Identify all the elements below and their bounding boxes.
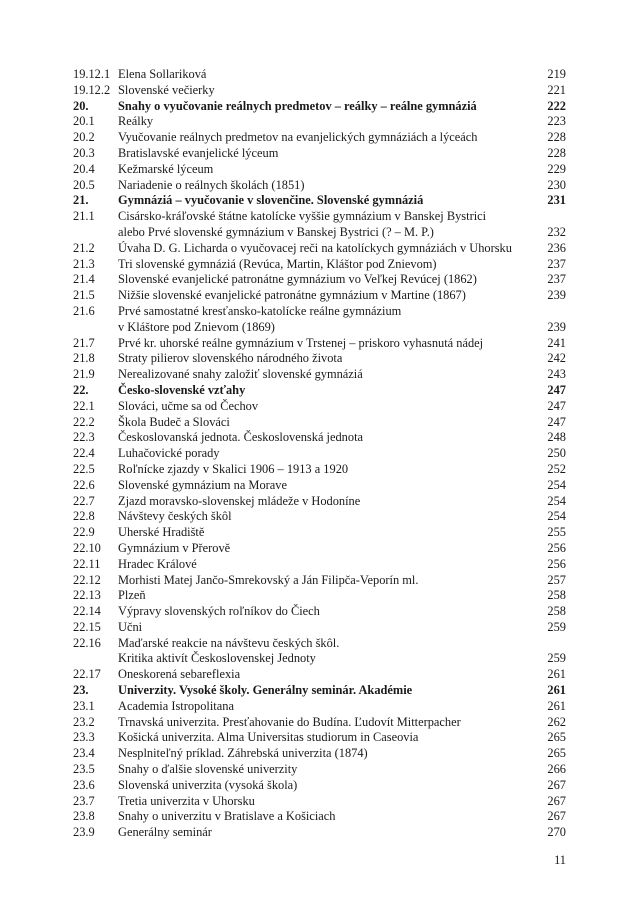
toc-entry-title [118, 699, 542, 715]
toc-entry [73, 557, 566, 573]
toc-entry-title [118, 209, 542, 241]
toc-entry-title [118, 604, 542, 620]
toc-entry-title [118, 809, 542, 825]
toc-entry-number: 21.2 [73, 240, 95, 255]
toc-entry-title [118, 367, 542, 383]
toc-entry [73, 241, 566, 257]
toc-entry-number: 22.5 [73, 461, 95, 476]
toc-entry-page: 265 [547, 730, 566, 745]
toc-entry-page: 256 [547, 540, 566, 555]
toc-entry-number: 22.12 [73, 572, 101, 587]
toc-entry [73, 130, 566, 146]
toc-entry-title [118, 462, 542, 478]
toc-entry-page: 230 [547, 177, 566, 192]
toc-entry-title [118, 509, 542, 525]
toc-entry-title-line: Košická univerzita. Alma Universitas studiorum in Caseovia [118, 730, 419, 745]
toc-entry-title-line: Morhisti Matej Jančo-Smrekovský a Ján Filipča-Veporín ml. [118, 572, 419, 587]
toc-entry-title-line: Slovenské večierky [118, 82, 215, 97]
toc-entry-title [118, 762, 542, 778]
toc-entry-page: 248 [547, 430, 566, 445]
toc-entry-page: 236 [547, 240, 566, 255]
toc-entry [73, 809, 566, 825]
toc-entry-number: 21.5 [73, 288, 95, 303]
toc-entry-page: 254 [547, 477, 566, 492]
toc-entry-title [118, 146, 542, 162]
toc-entry [73, 794, 566, 810]
toc-entry-title-line: Oneskorená sebareflexia [118, 667, 241, 682]
toc-entry-title [118, 636, 542, 668]
toc-entry [73, 415, 566, 431]
toc-entry-page: 239 [547, 288, 566, 303]
toc-chapter-entry [73, 99, 566, 115]
toc-entry-page: 247 [547, 382, 566, 397]
toc-entry-title-line: Plzeň [118, 588, 146, 603]
toc-entry [73, 257, 566, 273]
toc-entry-number: 21.4 [73, 272, 95, 287]
toc-entry-title [118, 715, 542, 731]
toc-entry-number: 23.7 [73, 793, 95, 808]
toc-entry [73, 730, 566, 746]
toc-entry [73, 525, 566, 541]
toc-entry-page: 255 [547, 525, 566, 540]
toc-entry-number: 22.4 [73, 446, 95, 461]
toc-entry-page: 256 [547, 556, 566, 571]
toc-entry-page: 232 [547, 224, 566, 239]
toc-entry [73, 178, 566, 194]
toc-entry-title-line: Academia Istropolitana [118, 698, 234, 713]
toc-entry-title-line: Cisársko-kráľovské štátne katolícke vyššie gymnázium v Banskej Bystrici [118, 209, 487, 224]
toc-entry-number: 22.11 [73, 556, 101, 571]
toc-entry [73, 746, 566, 762]
toc-entry-page: 247 [547, 398, 566, 413]
toc-entry-number: 22.13 [73, 588, 101, 603]
toc-entry-title [118, 193, 542, 209]
toc-entry-number: 22.7 [73, 493, 95, 508]
toc-entry-title [118, 794, 542, 810]
toc-entry-title-line: Elena Sollariková [118, 67, 207, 81]
toc-entry-title-line: Úvaha D. G. Licharda o vyučovacej reči na katolíckych gymnáziách v Uhorsku [118, 240, 512, 255]
toc-entry-number: 21.7 [73, 335, 95, 350]
toc-entry-title [118, 683, 542, 699]
toc-entry-title [118, 130, 542, 146]
toc-entry-number: 21.8 [73, 351, 95, 366]
toc-entry [73, 272, 566, 288]
toc-entry-title [118, 525, 542, 541]
toc-entry [73, 462, 566, 478]
toc-entry-number: 21.6 [73, 303, 95, 318]
toc-entry-title-line: Uherské Hradiště [118, 525, 205, 540]
toc-entry-title-line: Kežmarské lýceum [118, 161, 214, 176]
toc-entry-title [118, 430, 542, 446]
toc-entry [73, 162, 566, 178]
toc-entry [73, 494, 566, 510]
toc-entry-page: 254 [547, 493, 566, 508]
toc-entry-title-line: Univerzity. Vysoké školy. Generálny seminár. Akadémie [118, 683, 413, 698]
toc-entry-page: 261 [547, 698, 566, 713]
toc-entry-title [118, 778, 542, 794]
toc-entry-title-line: Reálky [118, 114, 154, 129]
toc-entry-title-line: Trnavská univerzita. Presťahovanie do Budína. Ľudovít Mitterpacher [118, 714, 461, 729]
toc-entry-title-line: Maďarské reakcie na návštevu českých škôl. [118, 635, 340, 650]
toc-entry-number: 20.3 [73, 145, 95, 160]
toc-entry-title-line: Slovenské evanjelické patronátne gymnázium vo Veľkej Revúcej (1862) [118, 272, 477, 287]
toc-entry-page: 254 [547, 509, 566, 524]
toc-entry [73, 541, 566, 557]
toc-entry-title [118, 446, 542, 462]
toc-entry-number: 22.8 [73, 509, 95, 524]
toc-entry-number: 23.6 [73, 777, 95, 792]
toc-entry [73, 367, 566, 383]
toc-entry [73, 509, 566, 525]
toc-entry-number: 23.3 [73, 730, 95, 745]
toc-entry-number: 20.5 [73, 177, 95, 192]
toc-entry [73, 762, 566, 778]
toc-entry-number: 23.1 [73, 698, 95, 713]
toc-entry-number: 20.1 [73, 114, 95, 129]
toc-entry-title [118, 99, 542, 115]
toc-entry-page: 267 [547, 809, 566, 824]
toc-entry-number: 19.12.1 [73, 67, 111, 81]
toc-entry-title-line: Česko-slovenské vzťahy [118, 382, 246, 397]
toc-entry-title [118, 83, 542, 99]
toc-entry-page: 237 [547, 272, 566, 287]
toc-entry-page: 228 [547, 145, 566, 160]
table-of-contents [73, 67, 566, 841]
toc-entry-title-line: Nerealizované snahy založiť slovenské gymnáziá [118, 367, 363, 382]
toc-chapter-entry [73, 193, 566, 209]
toc-entry-title-line: Gymnázium v Přerově [118, 540, 231, 555]
toc-entry-page: 247 [547, 414, 566, 429]
toc-entry-title-line: Prvé samostatné kresťansko-katolícke reálne gymnázium [118, 303, 402, 318]
toc-entry [73, 588, 566, 604]
toc-entry-number: 22.2 [73, 414, 95, 429]
toc-entry-title [118, 746, 542, 762]
toc-entry-title [118, 620, 542, 636]
toc-entry [73, 636, 566, 668]
toc-entry-title [118, 383, 542, 399]
toc-entry-page: 241 [547, 335, 566, 350]
toc-entry-title [118, 304, 542, 336]
toc-entry-number: 21.1 [73, 209, 95, 224]
toc-entry-page: 222 [547, 98, 566, 113]
toc-entry-title-line: Luhačovické porady [118, 446, 220, 461]
toc-entry-page: 265 [547, 746, 566, 761]
toc-entry-title-line: Tretia univerzita v Uhorsku [118, 793, 255, 808]
toc-entry-title-line: Hradec Králové [118, 556, 197, 571]
toc-entry-page: 267 [547, 793, 566, 808]
toc-entry-number: 20.2 [73, 130, 95, 145]
toc-entry-title [118, 415, 542, 431]
toc-entry-page: 270 [547, 825, 566, 840]
toc-entry-page: 262 [547, 714, 566, 729]
toc-entry-title-line: Straty pilierov slovenského národného života [118, 351, 343, 366]
toc-entry-title [118, 557, 542, 573]
toc-entry-title-line: Prvé kr. uhorské reálne gymnázium v Trstenej – priskoro vyhasnutá nádej [118, 335, 484, 350]
toc-entry-page: 243 [547, 367, 566, 382]
toc-entry-page: 228 [547, 130, 566, 145]
toc-entry-title-line: Výpravy slovenských roľníkov do Čiech [118, 604, 320, 619]
toc-entry-title-line: Nariadenie o reálnych školách (1851) [118, 177, 305, 192]
toc-entry [73, 715, 566, 731]
page-number: 11 [554, 853, 566, 867]
toc-entry-page: 252 [547, 461, 566, 476]
toc-entry-number: 22.6 [73, 477, 95, 492]
toc-entry-page: 242 [547, 351, 566, 366]
toc-entry-number: 22.9 [73, 525, 95, 540]
toc-entry [73, 146, 566, 162]
toc-entry-number: 20. [73, 98, 89, 113]
toc-entry-title-line: Snahy o ďalšie slovenské univerzity [118, 762, 298, 777]
toc-entry [73, 83, 566, 99]
toc-entry-page: 261 [547, 667, 566, 682]
toc-entry [73, 399, 566, 415]
toc-entry [73, 699, 566, 715]
toc-entry-title [118, 241, 542, 257]
toc-entry-title [118, 588, 542, 604]
toc-entry-title-line: v Kláštore pod Znievom (1869) [118, 319, 275, 334]
toc-entry-title-line: Slováci, učme sa od Čechov [118, 398, 259, 413]
toc-entry-title [118, 272, 542, 288]
toc-entry-page: 258 [547, 604, 566, 619]
toc-entry-number: 23. [73, 683, 89, 698]
toc-entry-title [118, 573, 542, 589]
toc-entry-title-line: Snahy o univerzitu v Bratislave a Košiciach [118, 809, 336, 824]
toc-entry-number: 22.1 [73, 398, 95, 413]
toc-entry-title [118, 67, 542, 83]
toc-entry-page: 221 [547, 82, 566, 97]
toc-entry-title-line: Nesplniteľný príklad. Záhrebská univerzita (1874) [118, 746, 368, 761]
toc-entry-title-line: Učni [118, 619, 143, 634]
toc-entry-page: 258 [547, 588, 566, 603]
toc-entry-title [118, 351, 542, 367]
toc-entry-number: 23.2 [73, 714, 95, 729]
toc-entry-page: 267 [547, 777, 566, 792]
toc-entry-title-line: Slovenská univerzita (vysoká škola) [118, 777, 298, 792]
toc-entry [73, 604, 566, 620]
toc-entry [73, 620, 566, 636]
toc-entry-title-line: Zjazd moravsko-slovenskej mládeže v Hodoníne [118, 493, 361, 508]
toc-entry-number: 19.12.2 [73, 82, 111, 97]
toc-entry [73, 209, 566, 241]
toc-entry-page: 261 [547, 683, 566, 698]
toc-entry-title [118, 478, 542, 494]
toc-entry-number: 22. [73, 382, 89, 397]
toc-entry-page: 239 [547, 319, 566, 334]
toc-entry-page: 259 [547, 651, 566, 666]
toc-entry-title-line: Bratislavské evanjelické lýceum [118, 145, 279, 160]
toc-entry-number: 23.8 [73, 809, 95, 824]
toc-entry-title [118, 257, 542, 273]
toc-entry-title-line: Slovenské gymnázium na Morave [118, 477, 287, 492]
toc-entry [73, 67, 566, 83]
toc-entry-page: 266 [547, 762, 566, 777]
toc-entry-number: 23.4 [73, 746, 95, 761]
toc-entry [73, 478, 566, 494]
toc-entry-title [118, 541, 542, 557]
toc-entry-number: 21. [73, 193, 89, 208]
toc-entry-title-line: Českoslovanská jednota. Československá jednota [118, 430, 364, 445]
toc-entry-title [118, 494, 542, 510]
toc-entry [73, 114, 566, 130]
toc-entry-number: 22.10 [73, 540, 101, 555]
toc-entry-title-line: Kritika aktivít Československej Jednoty [118, 651, 316, 666]
toc-entry-title [118, 667, 542, 683]
toc-entry-number: 22.16 [73, 635, 101, 650]
toc-entry-number: 22.3 [73, 430, 95, 445]
toc-entry [73, 446, 566, 462]
toc-chapter-entry [73, 683, 566, 699]
toc-entry [73, 304, 566, 336]
toc-entry [73, 351, 566, 367]
toc-entry-number: 20.4 [73, 161, 95, 176]
toc-entry-title-line: Nižšie slovenské evanjelické patronátne gymnázium v Martine (1867) [118, 288, 466, 303]
toc-entry-number: 21.3 [73, 256, 95, 271]
toc-entry-number: 23.9 [73, 825, 95, 840]
toc-entry-page: 250 [547, 446, 566, 461]
toc-entry-title-line: Škola Budeč a Slováci [118, 414, 230, 429]
toc-entry [73, 573, 566, 589]
toc-entry-page: 237 [547, 256, 566, 271]
toc-entry-page: 257 [547, 572, 566, 587]
toc-entry-title-line: alebo Prvé slovenské gymnázium v Banskej Bystrici (? – M. P.) [118, 224, 434, 239]
toc-entry-number: 21.9 [73, 367, 95, 382]
toc-entry-title [118, 825, 542, 841]
toc-entry-number: 22.14 [73, 604, 101, 619]
toc-entry-page: 223 [547, 114, 566, 129]
toc-entry-title [118, 114, 542, 130]
toc-entry-title-line: Snahy o vyučovanie reálnych predmetov – reálky – reálne gymnáziá [118, 98, 477, 113]
toc-entry-title-line: Tri slovenské gymnáziá (Revúca, Martin, Kláštor pod Znievom) [118, 256, 437, 271]
toc-entry-title-line: Návštevy českých škôl [118, 509, 232, 524]
toc-entry-title-line: Gymnáziá – vyučovanie v slovenčine. Slovenské gymnáziá [118, 193, 424, 208]
toc-entry-page: 259 [547, 619, 566, 634]
toc-chapter-entry [73, 383, 566, 399]
toc-entry-title [118, 730, 542, 746]
toc-entry-title-line: Vyučovanie reálnych predmetov na evanjelických gymnáziách a lýceách [118, 130, 478, 145]
toc-entry-title-line: Generálny seminár [118, 825, 212, 840]
toc-entry-title [118, 162, 542, 178]
toc-entry-title-line: Roľnícke zjazdy v Skalici 1906 – 1913 a 1920 [118, 461, 349, 476]
toc-entry-page: 229 [547, 161, 566, 176]
toc-entry-page: 231 [547, 193, 566, 208]
toc-entry [73, 778, 566, 794]
toc-entry-number: 22.17 [73, 667, 101, 682]
toc-entry-number: 22.15 [73, 619, 101, 634]
toc-entry [73, 288, 566, 304]
toc-entry-number: 23.5 [73, 762, 95, 777]
toc-entry-title [118, 288, 542, 304]
toc-entry [73, 825, 566, 841]
toc-entry-title [118, 178, 542, 194]
toc-entry-page: 219 [547, 67, 566, 81]
toc-entry-title [118, 336, 542, 352]
toc-entry [73, 336, 566, 352]
toc-entry-title [118, 399, 542, 415]
toc-entry [73, 430, 566, 446]
toc-entry [73, 667, 566, 683]
